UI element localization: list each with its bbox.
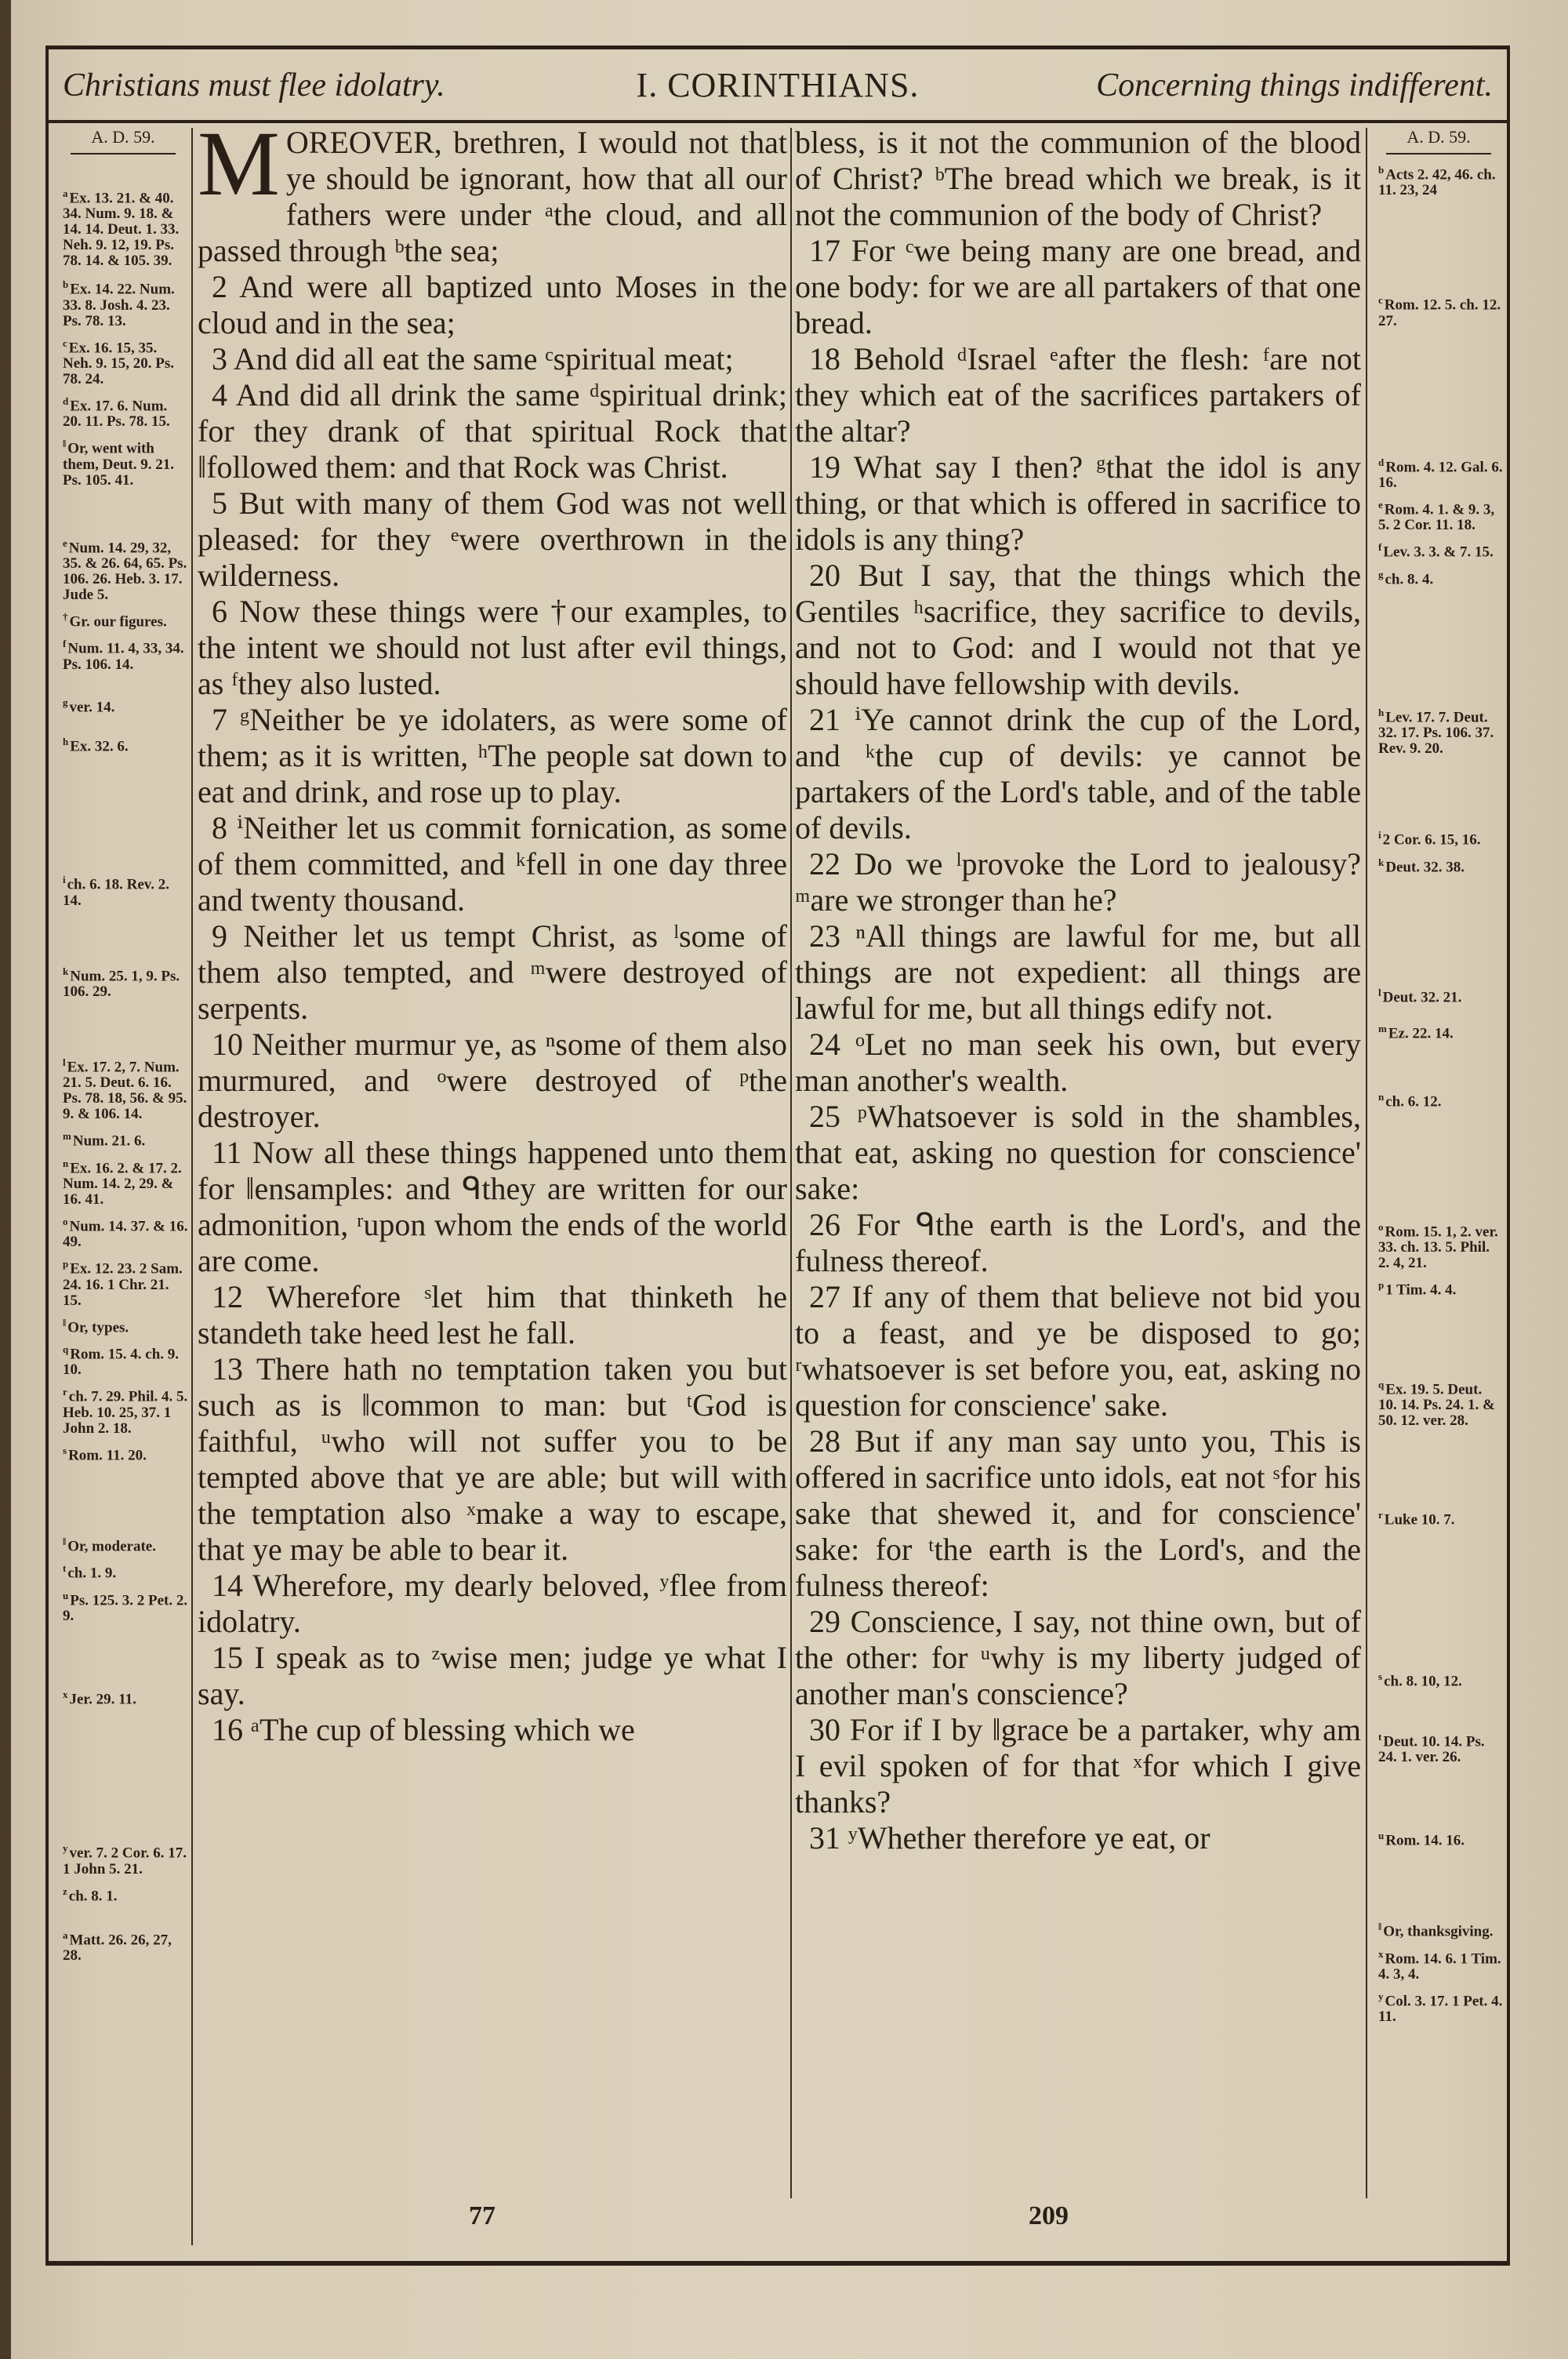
verse — [795, 233, 1361, 341]
verse-text: 5 But with many of them God was not well pleased: for they ᵉwere overthrown in the wilderness. — [198, 485, 787, 593]
cross-reference — [1378, 1507, 1504, 1528]
left-margin-references — [56, 125, 190, 1964]
reference-text: ch. 8. 10, 12. — [1384, 1673, 1462, 1690]
verse — [795, 1820, 1361, 1856]
reference-mark: b — [1378, 164, 1385, 176]
cross-reference — [1378, 162, 1504, 198]
cross-reference — [1378, 1278, 1504, 1298]
verse — [198, 377, 787, 485]
cross-reference — [63, 1687, 188, 1707]
reference-mark: q — [63, 1343, 69, 1355]
reference-mark: h — [63, 735, 69, 747]
book-spine — [0, 0, 11, 2359]
reference-text: Num. 21. 6. — [72, 1132, 146, 1150]
reference-text: Ex. 19. 5. Deut. 10. 14. Ps. 24. 1. & 50. 12. ver. 28. — [1378, 1380, 1495, 1429]
cross-reference — [63, 186, 188, 269]
cross-reference — [1378, 293, 1504, 329]
reference-mark: † — [63, 610, 68, 623]
cross-reference — [63, 1384, 188, 1436]
verse-text: 23 ⁿAll things are lawful for me, but all things are not expedient: all things are lawful for me, but all things edify not. — [795, 918, 1361, 1026]
verse-text: 31 ʸWhether therefore ye eat, or — [809, 1820, 1210, 1856]
verse-text: 19 What say I then? ᵍthat the idol is any thing, or that which is offered in sacrifice to idols is any thing? — [795, 449, 1361, 557]
reference-text: Rom. 11. 20. — [68, 1446, 147, 1463]
verse — [198, 112, 787, 269]
reference-mark: b — [63, 278, 69, 291]
verse-text: 11 Now all these things happened unto them for ‖ensamples: and ᑫthey are written for our admonition, ʳupon whom the ends of the world are come. — [198, 1135, 787, 1278]
verse — [795, 558, 1361, 702]
reference-mark: i — [1378, 829, 1381, 841]
reference-text: Deut. 32. 38. — [1385, 858, 1465, 875]
verse — [795, 702, 1361, 846]
cross-reference — [63, 1055, 188, 1122]
reference-text: Lev. 3. 3. & 7. 15. — [1383, 543, 1494, 561]
reference-text: Ex. 13. 21. & 40. 34. Num. 9. 18. & 14. 14. Deut. 1. 33. Neh. 9. 12, 19. Ps. 78. 14. & 105. 39. — [63, 190, 180, 270]
reference-text: Or, went with them, Deut. 9. 21. Ps. 105. 41. — [63, 440, 174, 489]
verse-text: 16 ᵃThe cup of blessing which we — [212, 1712, 635, 1747]
cross-reference — [1378, 497, 1504, 533]
reference-mark: p — [63, 1258, 69, 1270]
reference-mark: o — [63, 1215, 68, 1227]
verse — [795, 1279, 1361, 1423]
reference-text: ver. 7. 2 Cor. 6. 17. 1 John 5. 21. — [63, 1845, 187, 1877]
reference-text: Luke 10. 7. — [1384, 1511, 1455, 1528]
cross-reference — [63, 872, 188, 908]
page-number-right: 209 — [1029, 2201, 1069, 2230]
reference-mark: r — [63, 1386, 67, 1398]
verse — [198, 1712, 787, 1748]
reference-mark: e — [63, 536, 67, 549]
cross-reference — [63, 1342, 188, 1378]
reference-mark: a — [63, 1928, 68, 1941]
verse-text: 7 ᵍNeither be ye idolaters, as were some of them; as it is written, ʰThe people sat down to eat and drink, and rose up to play. — [198, 702, 787, 809]
reference-text: Deut. 32. 21. — [1382, 989, 1462, 1006]
cross-reference — [63, 1315, 188, 1336]
verse — [198, 1568, 787, 1640]
verse — [198, 1027, 787, 1135]
right-margin-references — [1372, 125, 1505, 2025]
reference-mark: f — [1378, 541, 1382, 554]
verse — [795, 1423, 1361, 1604]
cross-reference — [63, 636, 188, 672]
reference-text: Num. 11. 4, 33, 34. Ps. 106. 14. — [63, 640, 184, 673]
reference-mark: i — [63, 874, 66, 886]
reference-text: Ez. 22. 14. — [1388, 1025, 1454, 1042]
bible-page — [11, 0, 1568, 2359]
reference-text: Or, types. — [67, 1318, 129, 1336]
page-number-left: 77 — [469, 2201, 495, 2230]
text-column-2 — [795, 125, 1361, 1856]
verse-text: 15 I speak as to ᶻwise men; judge ye what I say. — [198, 1640, 787, 1711]
reference-mark: u — [63, 1589, 69, 1601]
reference-text: ch. 1. 9. — [67, 1565, 117, 1582]
verse-text: 12 Wherefore ˢlet him that thinketh he standeth take heed lest he fall. — [198, 1279, 787, 1350]
cross-reference — [63, 734, 188, 754]
cross-reference — [63, 609, 188, 630]
verse-text: 8 ⁱNeither let us commit fornication, as some of them committed, and ᵏfell in one day three and twenty thousand. — [198, 810, 787, 918]
cross-reference — [63, 1156, 188, 1208]
year-label: A. D. 59. — [1386, 129, 1491, 154]
verse-text: 10 Neither murmur ye, as ⁿsome of them also murmured, and ᵒwere destroyed of ᵖthe destroyer. — [198, 1027, 787, 1134]
reference-mark: l — [1378, 986, 1381, 998]
drop-cap: M — [198, 112, 280, 215]
verse — [198, 269, 787, 341]
reference-mark: p — [1378, 1279, 1385, 1292]
cross-reference — [1378, 567, 1504, 587]
verse — [795, 1027, 1361, 1099]
cross-reference — [63, 436, 188, 488]
verse-text: 4 And did all drink the same ᵈspiritual drink; for they drank of that spiritual Rock that ‖followed them: and that Rock was Christ. — [198, 377, 787, 485]
reference-mark: d — [1378, 456, 1385, 468]
cross-reference — [1378, 1219, 1504, 1271]
verse-text: 17 For ᶜwe being many are one bread, and one body: for we are all partakers of that one bread. — [795, 233, 1361, 340]
reference-text: Col. 3. 17. 1 Pet. 4. 11. — [1378, 1993, 1503, 2026]
verse-text: 27 If any of them that believe not bid you to a feast, and ye be disposed to go; ʳwhatsoever is set before you, eat, asking no question for conscience' sake. — [795, 1279, 1361, 1423]
reference-mark: q — [1378, 1378, 1385, 1390]
verse — [198, 485, 787, 594]
cross-reference — [1378, 540, 1504, 560]
reference-mark: c — [1378, 294, 1383, 307]
verse — [198, 702, 787, 810]
verse-text: 18 Behold ᵈIsrael ᵉafter the flesh: ᶠare not they which eat of the sacrifices partakers of the altar? — [795, 341, 1361, 449]
reference-text: ver. 14. — [69, 698, 115, 715]
verse-text: 25 ᵖWhatsoever is sold in the shambles, that eat, asking no question for conscience' sake: — [795, 1099, 1361, 1206]
column-rule — [1366, 128, 1367, 2198]
column-rule — [790, 128, 792, 2198]
cross-reference — [63, 1256, 188, 1308]
verse-text: 28 But if any man say unto you, This is offered in sacrifice unto idols, eat not ˢfor his sake that shewed it, and for conscience' sake: for ᵗthe earth is the Lord's, and the fulness thereof: — [795, 1423, 1361, 1603]
reference-mark: c — [63, 336, 67, 349]
reference-text: Jer. 29. 11. — [69, 1691, 136, 1708]
verse — [795, 1099, 1361, 1207]
cross-reference — [63, 1214, 188, 1250]
reference-mark: r — [1378, 1508, 1383, 1521]
book-title: I. CORINTHIANS. — [636, 66, 920, 104]
reference-mark: a — [63, 187, 68, 199]
reference-mark: m — [63, 1130, 71, 1143]
reference-mark: s — [63, 1444, 67, 1456]
verse-text: 21 ⁱYe cannot drink the cup of the Lord, and ᵏthe cup of devils: ye cannot be partakers of the Lord's table, and of the table of devils. — [795, 702, 1361, 845]
reference-text: Num. 14. 29, 32, 35. & 26. 64, 65. Ps. 106. 26. Heb. 3. 17. Jude 5. — [63, 539, 187, 603]
reference-text: ch. 8. 1. — [68, 1887, 118, 1904]
reference-text: Acts 2. 42, 46. ch. 11. 23, 24 — [1378, 166, 1496, 199]
reference-mark: g — [1378, 568, 1384, 580]
reference-text: Or, thanksgiving. — [1383, 1923, 1494, 1940]
cross-reference — [63, 964, 188, 1000]
reference-mark: n — [63, 1157, 69, 1169]
reference-mark: o — [1378, 1220, 1384, 1233]
reference-mark: k — [63, 965, 69, 977]
reference-text: Ex. 16. 2. & 17. 2. Num. 14. 2, 29. & 16. 41. — [63, 1159, 182, 1208]
reference-text: Rom. 15. 1, 2. ver. 33. ch. 13. 5. Phil. 2. 4, 21. — [1378, 1223, 1498, 1272]
verse — [795, 1207, 1361, 1279]
verse — [795, 846, 1361, 918]
reference-text: Ex. 17. 2, 7. Num. 21. 5. Deut. 6. 16. Ps. 78. 18, 56. & 95. 9. & 106. 14. — [63, 1059, 187, 1123]
reference-text: Rom. 14. 6. 1 Tim. 4. 3, 4. — [1378, 1950, 1501, 1983]
verse — [795, 1712, 1361, 1820]
cross-reference — [1378, 1919, 1504, 1939]
reference-mark: x — [63, 1688, 68, 1700]
verse — [198, 594, 787, 702]
cross-reference — [1378, 1946, 1504, 1983]
verse — [198, 918, 787, 1027]
reference-text: Matt. 26. 26, 27, 28. — [63, 1932, 172, 1965]
verse-text: 24 ᵒLet no man seek his own, but every man another's wealth. — [795, 1027, 1361, 1098]
reference-text: 1 Tim. 4. 4. — [1385, 1281, 1457, 1299]
reference-text: Ps. 125. 3. 2 Pet. 2. 9. — [63, 1591, 188, 1624]
cross-reference — [1378, 455, 1504, 491]
year-label: A. D. 59. — [71, 129, 176, 154]
reference-text: ch. 6. 18. Rev. 2. 14. — [63, 876, 169, 909]
verse-text: 13 There hath no temptation taken you but such as is ‖common to man: but ᵗGod is faithful, ᵘwho will not suffer you to be tempted above that ye are able; but will with the temptation also ˣmake a way to escape, that ye may be able to bear it. — [198, 1351, 787, 1567]
verse-text: 14 Wherefore, my dearly beloved, ʸflee from idolatry. — [198, 1568, 787, 1639]
verse-text: 20 But I say, that the things which the Gentiles ʰsacrifice, they sacrifice to devils, and not to God: and I would not that ye should have fellowship with devils. — [795, 558, 1361, 701]
verse-text: bless, is it not the communion of the blood of Christ? ᵇThe bread which we break, is it not the communion of the body of Christ? — [795, 125, 1361, 232]
verse-text: 22 Do we ˡprovoke the Lord to jealousy? ᵐare we stronger than he? — [795, 846, 1361, 918]
cross-reference — [63, 336, 188, 387]
reference-text: Deut. 10. 14. Ps. 24. 1. ver. 26. — [1378, 1732, 1485, 1765]
reference-text: Rom. 4. 12. Gal. 6. 16. — [1378, 458, 1503, 491]
reference-text: ch. 6. 12. — [1385, 1092, 1442, 1110]
verse-text: 6 Now these things were †our examples, to the intent we should not lust after evil things, as ᶠthey also lusted. — [198, 594, 787, 701]
cross-reference — [1378, 1089, 1504, 1110]
cross-reference — [63, 1129, 188, 1149]
reference-text: ch. 7. 29. Phil. 4. 5. Heb. 10. 25, 37. 1 John 2. 18. — [63, 1388, 188, 1437]
cross-reference — [63, 277, 188, 329]
verse-text: 9 Neither let us tempt Christ, as ˡsome of them also tempted, and ᵐwere destroyed of serpents. — [198, 918, 787, 1026]
verse — [795, 918, 1361, 1027]
reference-mark: ‖ — [63, 1535, 67, 1547]
reference-mark: ‖ — [63, 1316, 67, 1329]
cross-reference — [63, 394, 188, 430]
reference-mark: x — [1378, 1947, 1384, 1960]
reference-text: Lev. 17. 7. Deut. 32. 17. Ps. 106. 37. Rev. 9. 20. — [1378, 709, 1494, 758]
verse-text: 2 And were all baptized unto Moses in the cloud and in the sea; — [198, 269, 787, 340]
cross-reference — [1378, 1377, 1504, 1429]
cross-reference — [1378, 985, 1504, 1005]
reference-text: ch. 8. 4. — [1385, 570, 1434, 587]
reference-text: Gr. our figures. — [69, 613, 167, 631]
reference-text: Num. 25. 1, 9. Ps. 106. 29. — [63, 967, 180, 1000]
reference-text: Rom. 14. 16. — [1385, 1832, 1465, 1849]
verse — [198, 810, 787, 918]
reference-mark: ‖ — [63, 438, 67, 450]
reference-mark: t — [63, 1562, 67, 1575]
cross-reference — [1378, 1669, 1504, 1689]
page-frame — [45, 45, 1510, 2266]
cross-reference — [63, 536, 188, 603]
verse — [198, 1279, 787, 1351]
reference-mark: d — [63, 394, 69, 407]
verse-text: 29 Conscience, I say, not thine own, but of the other: for ᵘwhy is my liberty judged of another man's conscience? — [795, 1604, 1361, 1711]
reference-mark: y — [63, 1842, 68, 1855]
cross-reference — [63, 1841, 188, 1877]
reference-text: Rom. 15. 4. ch. 9. 10. — [63, 1346, 180, 1379]
cross-reference — [63, 695, 188, 715]
verse — [198, 1351, 787, 1568]
reference-mark: ‖ — [1378, 1921, 1382, 1933]
reference-mark: u — [1378, 1829, 1385, 1841]
cross-reference — [1378, 705, 1504, 757]
reference-mark: f — [63, 638, 67, 650]
reference-text: Rom. 4. 1. & 9. 3, 5. 2 Cor. 11. 18. — [1378, 501, 1495, 534]
verse — [795, 125, 1361, 233]
reference-mark: m — [1378, 1023, 1387, 1035]
reference-mark: k — [1378, 856, 1385, 868]
cross-reference — [63, 1443, 188, 1463]
verse — [198, 1640, 787, 1712]
reference-mark: l — [63, 1056, 66, 1068]
verse-text: 3 And did all eat the same ᶜspiritual meat; — [212, 341, 734, 376]
verse — [795, 449, 1361, 558]
verse-text: OREOVER, brethren, I would not that ye should be ignorant, how that all our fathers were under ᵃthe cloud, and all passed through ᵇthe sea; — [198, 125, 787, 268]
reference-text: Ex. 16. 15, 35. Neh. 9. 15, 20. Ps. 78. 24. — [63, 339, 174, 387]
reference-text: Ex. 12. 23. 2 Sam. 24. 16. 1 Chr. 21. 15. — [63, 1260, 183, 1309]
reference-mark: n — [1378, 1090, 1385, 1103]
cross-reference — [1378, 1021, 1504, 1041]
reference-mark: y — [1378, 1990, 1384, 2002]
header-left: Christians must flee idolatry. — [63, 67, 445, 104]
reference-mark: z — [63, 1885, 67, 1897]
column-rule — [191, 128, 193, 2245]
reference-mark: e — [1378, 498, 1383, 511]
reference-text: Or, moderate. — [67, 1538, 156, 1555]
cross-reference — [63, 1928, 188, 1964]
cross-reference — [1378, 855, 1504, 875]
cross-reference — [1378, 1828, 1504, 1848]
verse-text: 26 For ᑫthe earth is the Lord's, and the fulness thereof. — [795, 1207, 1361, 1278]
reference-mark: g — [63, 696, 68, 708]
cross-reference — [1378, 827, 1504, 848]
cross-reference — [63, 1561, 188, 1581]
cross-reference — [1378, 1729, 1504, 1765]
verse — [795, 1604, 1361, 1712]
reference-text: Ex. 17. 6. Num. 20. 11. Ps. 78. 15. — [63, 398, 170, 431]
cross-reference — [1378, 1989, 1504, 2025]
reference-mark: h — [1378, 706, 1385, 718]
cross-reference — [63, 1588, 188, 1624]
text-column-1 — [198, 112, 787, 1748]
verse — [198, 341, 787, 377]
reference-text: Rom. 12. 5. ch. 12. 27. — [1378, 296, 1501, 329]
cross-reference — [63, 1884, 188, 1904]
header-right: Concerning things indifferent. — [1096, 67, 1493, 104]
reference-text: Ex. 14. 22. Num. 33. 8. Josh. 4. 23. Ps. 78. 13. — [63, 281, 175, 329]
reference-text: 2 Cor. 6. 15, 16. — [1382, 831, 1481, 849]
verse-text: 30 For if I by ‖grace be a partaker, why am I evil spoken of for that ˣfor which I give thanks? — [795, 1712, 1361, 1819]
reference-mark: s — [1378, 1670, 1383, 1683]
cross-reference — [63, 1534, 188, 1554]
reference-text: Num. 14. 37. & 16. 49. — [63, 1218, 188, 1251]
reference-text: Ex. 32. 6. — [70, 738, 129, 755]
reference-mark: t — [1378, 1730, 1382, 1743]
verse — [795, 341, 1361, 449]
verse — [198, 1135, 787, 1279]
